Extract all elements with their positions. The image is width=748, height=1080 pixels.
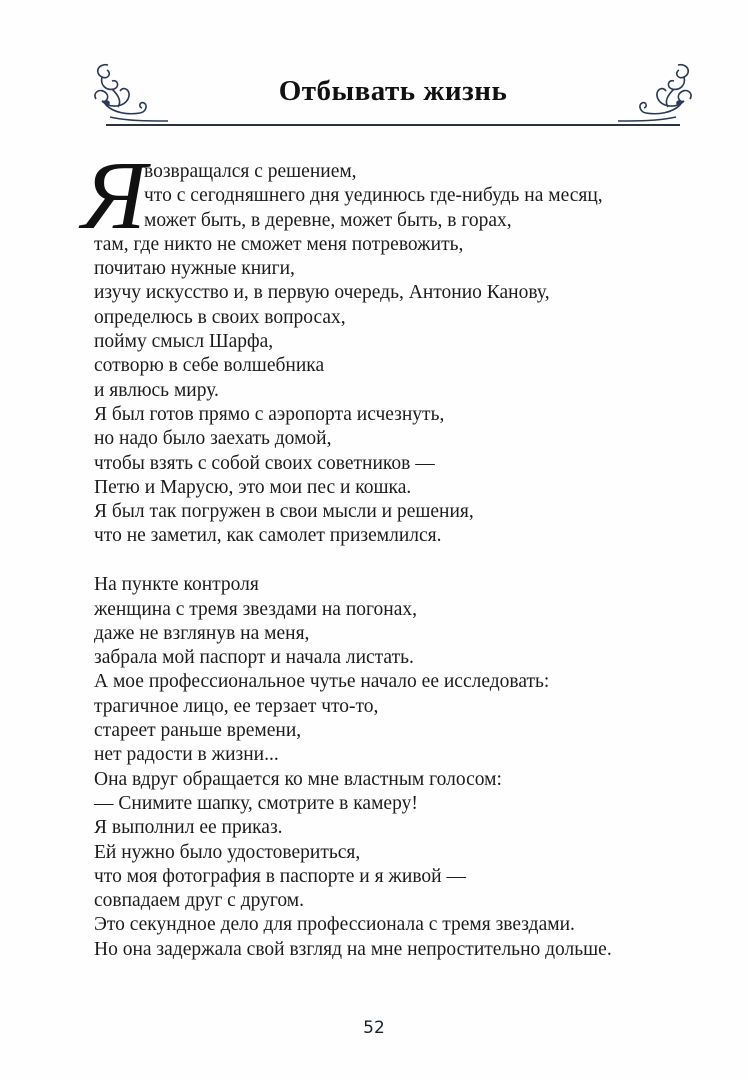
poem-line: но надо было заехать домой, [94, 428, 332, 450]
poem-line: забрала мой паспорт и начала листать. [94, 647, 414, 669]
poem-line: Ей нужно было удостовериться, [94, 841, 361, 863]
poem-line: почитаю нужные книги, [94, 258, 295, 280]
chapter-title: Отбывать жизнь [278, 75, 508, 107]
drop-cap: Я [82, 142, 147, 250]
poem-line: там, где никто не сможет меня потревожить, [94, 233, 464, 255]
poem-line: совпадаем друг с другом. [94, 890, 304, 912]
floral-ornament-icon [618, 55, 698, 125]
chapter-header [88, 55, 698, 135]
page-number: 52 [363, 1018, 385, 1038]
poem-line: и явлюсь миру. [94, 379, 219, 401]
poem-line: что не заметил, как самолет приземлился. [94, 525, 442, 547]
poem-line: женщина с тремя звездами на погонах, [94, 598, 417, 620]
poem-line: возвращался с решением, [144, 161, 357, 182]
poem-line: трагичное лицо, ее терзает что-то, [94, 695, 379, 717]
header-divider [106, 124, 680, 126]
poem-line: сотворю в себе волшебника [94, 355, 325, 377]
poem-line: что с сегодняшнего дня уединюсь где-нибудь на месяц, [144, 185, 603, 207]
poem-line: На пункте контроля [94, 574, 259, 596]
poem-line: чтобы взять с собой своих советников — [94, 452, 435, 474]
poem-line: даже не взглянув на меня, [94, 622, 310, 644]
poem-line: — Снимите шапку, смотрите в камеру! [94, 792, 418, 814]
poem-line: Я был так погружен в свои мысли и решения, [94, 501, 474, 523]
stanza-break [94, 549, 714, 574]
poem-line: Она вдруг обращается ко мне властным голосом: [94, 768, 502, 790]
poem-line: определюсь в своих вопросах, [94, 306, 346, 328]
poem-body [82, 142, 714, 962]
stanza-1 [94, 160, 714, 549]
poem-line: Но она задержала свой взгляд на мне непростительно дольше. [94, 938, 612, 960]
poem-line: Петю и Марусю, это мои пес и кошка. [94, 476, 412, 498]
poem-line: нет радости в жизни... [94, 744, 279, 766]
poem-line: пойму смысл Шарфа, [94, 331, 274, 353]
poem-line: А мое профессиональное чутье начало ее исследовать: [94, 671, 550, 693]
poem-line: Это секундное дело для профессионала с тремя звездами. [94, 914, 575, 936]
poem-line: что моя фотография в паспорте и я живой — [94, 865, 466, 887]
poem-line: стареет раньше времени, [94, 720, 302, 742]
poem-line: может быть, в деревне, может быть, в горах, [144, 209, 512, 231]
poem-line: Я выполнил ее приказ. [94, 817, 283, 839]
poem-line: изучу искусство и, в первую очередь, Антонио Канову, [94, 282, 550, 304]
stanza-2 [94, 573, 714, 962]
poem-line: Я был готов прямо с аэропорта исчезнуть, [94, 403, 445, 425]
